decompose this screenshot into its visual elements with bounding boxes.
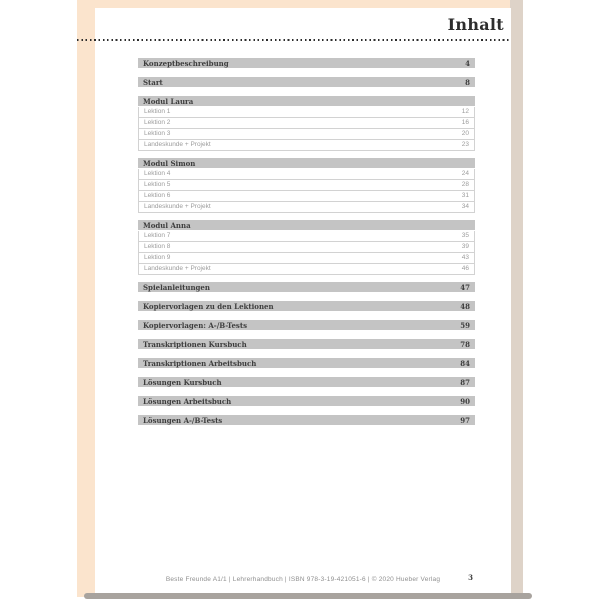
toc-entry-page: 59 <box>460 320 470 330</box>
toc-section-bar <box>138 301 475 311</box>
page-drop-shadow <box>84 593 532 599</box>
toc-entry-page: 24 <box>461 169 469 177</box>
toc-entry-label: Lektion 6 <box>144 191 171 199</box>
toc-entry-label: Start <box>143 77 163 87</box>
toc-entry-page: 16 <box>461 118 469 126</box>
page-number: 3 <box>468 573 473 582</box>
toc-entry-page: 90 <box>460 396 470 406</box>
toc-entry-page: 23 <box>461 140 469 148</box>
toc-section-bar <box>138 58 475 68</box>
toc-entry-label: Modul Laura <box>143 96 194 106</box>
toc-sub-entry <box>138 231 475 242</box>
toc-module-header <box>138 158 475 168</box>
toc-module-header <box>138 220 475 230</box>
toc-sub-entry <box>138 140 475 151</box>
toc-module <box>138 96 475 151</box>
toc-section-bar <box>138 377 475 387</box>
page-title: Inhalt <box>447 15 504 34</box>
toc-entry-page: 47 <box>460 282 470 292</box>
toc-sub-entry <box>138 202 475 213</box>
toc-entry-label: Transkriptionen Kursbuch <box>143 339 247 349</box>
toc-entry-label: Landeskunde + Projekt <box>144 264 211 272</box>
toc-entry-label: Kopiervorlagen zu den Lektionen <box>143 301 274 311</box>
toc-entry-label: Modul Anna <box>143 220 191 230</box>
toc-entry-label: Lektion 3 <box>144 129 171 137</box>
toc-sub-entry <box>138 129 475 140</box>
toc-module-header <box>138 96 475 106</box>
toc-sub-entry <box>138 169 475 180</box>
toc-section-bar <box>138 282 475 292</box>
toc-section-bar <box>138 339 475 349</box>
toc-section-bar <box>138 415 475 425</box>
toc-entry-label: Lektion 1 <box>144 107 171 115</box>
toc-entry-page: 35 <box>461 231 469 239</box>
toc-entry-page: 20 <box>461 129 469 137</box>
toc-entry-page: 12 <box>461 107 469 115</box>
toc-section-bar <box>138 320 475 330</box>
toc-sub-entry <box>138 180 475 191</box>
toc-sub-entry <box>138 253 475 264</box>
toc-entry-page: 46 <box>461 264 469 272</box>
toc-entry-page: 97 <box>460 415 470 425</box>
toc-entry-page: 87 <box>460 377 470 387</box>
toc-entry-label: Landeskunde + Projekt <box>144 202 211 210</box>
toc-list <box>138 58 475 434</box>
toc-entry-label: Lektion 5 <box>144 180 171 188</box>
toc-entry-label: Lösungen Kursbuch <box>143 377 222 387</box>
toc-sub-entry <box>138 242 475 253</box>
toc-entry-page: 48 <box>460 301 470 311</box>
toc-sub-entry <box>138 118 475 129</box>
toc-entry-page: 8 <box>465 77 470 87</box>
toc-entry-label: Landeskunde + Projekt <box>144 140 211 148</box>
toc-entry-label: Konzeptbeschreibung <box>143 58 229 68</box>
toc-entry-page: 78 <box>460 339 470 349</box>
toc-entry-label: Lösungen A-/B-Tests <box>143 415 223 425</box>
toc-entry-page: 43 <box>461 253 469 261</box>
toc-entry-label: Spielanleitungen <box>143 282 210 292</box>
toc-sub-entry <box>138 264 475 275</box>
toc-entry-label: Transkriptionen Arbeitsbuch <box>143 358 257 368</box>
toc-module <box>138 220 475 275</box>
toc-entry-page: 4 <box>465 58 470 68</box>
toc-entry-label: Kopiervorlagen: A-/B-Tests <box>143 320 248 330</box>
toc-section-bar <box>138 358 475 368</box>
toc-section-bar <box>138 77 475 87</box>
toc-page <box>95 8 511 593</box>
toc-entry-label: Lösungen Arbeitsbuch <box>143 396 232 406</box>
toc-entry-label: Modul Simon <box>143 158 196 168</box>
toc-entry-page: 39 <box>461 242 469 250</box>
footer-imprint: Beste Freunde A1/1 | Lehrerhandbuch | ISBN 978-3-19-421051-6 | © 2020 Hueber Verlag <box>165 576 441 583</box>
toc-entry-label: Lektion 9 <box>144 253 171 261</box>
toc-entry-label: Lektion 8 <box>144 242 171 250</box>
toc-sub-entry <box>138 107 475 118</box>
toc-entry-page: 28 <box>461 180 469 188</box>
toc-entry-page: 34 <box>461 202 469 210</box>
toc-entry-page: 84 <box>460 358 470 368</box>
dotted-divider <box>77 39 511 41</box>
toc-entry-page: 31 <box>461 191 469 199</box>
toc-sub-entry <box>138 191 475 202</box>
toc-entry-label: Lektion 4 <box>144 169 171 177</box>
toc-module <box>138 158 475 213</box>
toc-entry-label: Lektion 2 <box>144 118 171 126</box>
toc-entry-label: Lektion 7 <box>144 231 171 239</box>
toc-section-bar <box>138 396 475 406</box>
